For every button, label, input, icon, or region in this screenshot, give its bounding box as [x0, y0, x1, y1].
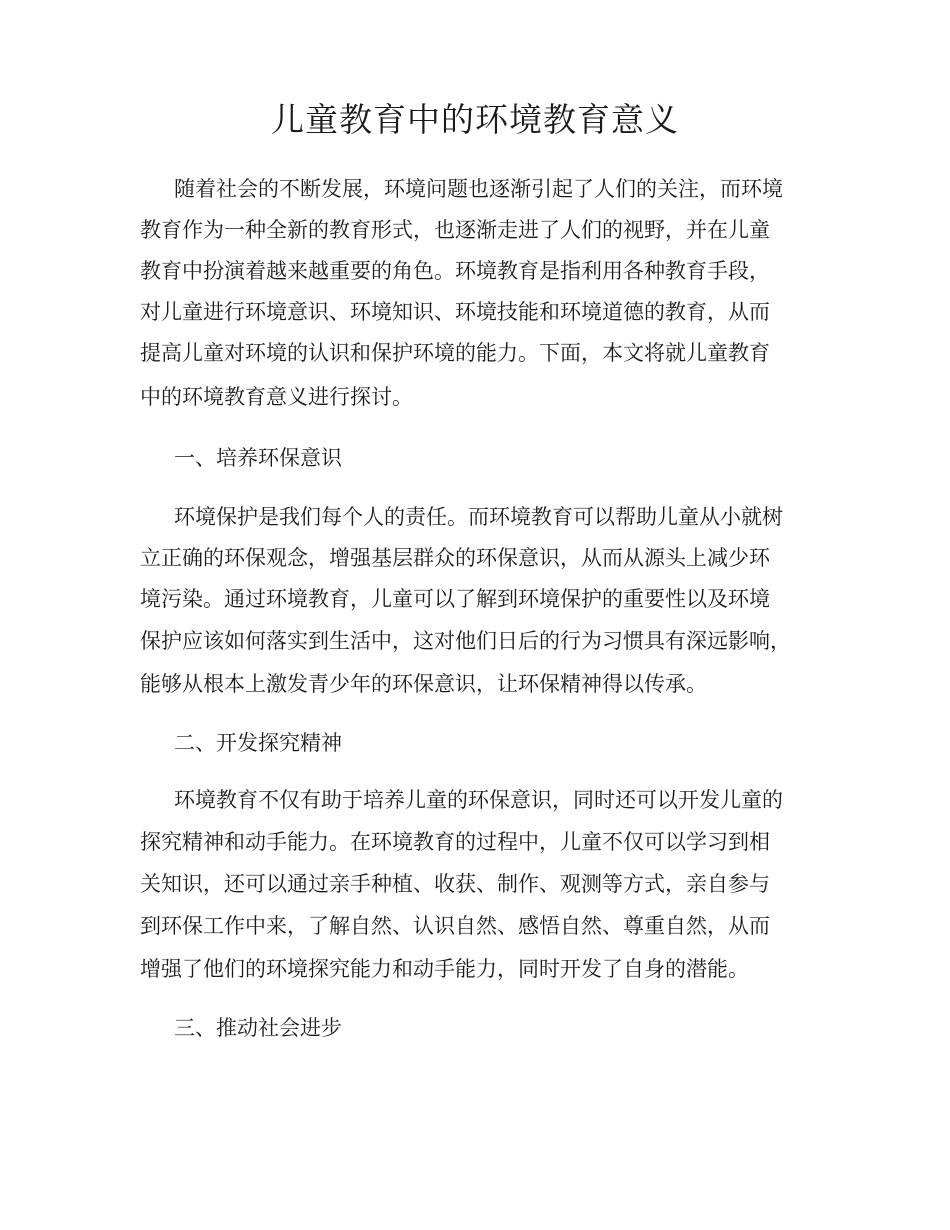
- paragraph-line: 立正确的环保观念，增强基层群众的环保意识，从而从源头上减少环: [140, 546, 770, 570]
- paragraph-line: 能够从根本上激发青少年的环保意识，让环保精神得以传承。: [140, 672, 707, 696]
- paragraph-line: 教育中扮演着越来越重要的角色。环境教育是指利用各种教育手段，: [140, 259, 770, 283]
- paragraph-line: 探究精神和动手能力。在环境教育的过程中，儿童不仅可以学习到相: [140, 830, 770, 854]
- paragraph-line: 关知识，还可以通过亲手种植、收获、制作、观测等方式，亲自参与: [140, 872, 770, 896]
- paragraph-line: 随着社会的不断发展，环境问题也逐渐引起了人们的关注，而环境: [174, 177, 783, 201]
- section-heading: 一、培养环保意识: [174, 446, 342, 470]
- section-heading: 二、开发探究精神: [174, 731, 342, 755]
- paragraph-line: 境污染。通过环境教育，儿童可以了解到环境保护的重要性以及环境: [140, 587, 770, 611]
- paragraph-line: 环境教育不仅有助于培养儿童的环保意识，同时还可以开发儿童的: [174, 788, 783, 812]
- paragraph-line: 增强了他们的环境探究能力和动手能力，同时开发了自身的潜能。: [140, 957, 749, 981]
- document-title: 儿童教育中的环境教育意义: [271, 100, 679, 139]
- paragraph-line: 教育作为一种全新的教育形式，也逐渐走进了人们的视野，并在儿童: [140, 218, 770, 242]
- paragraph-line: 保护应该如何落实到生活中，这对他们日后的行为习惯具有深远影响，: [140, 629, 791, 653]
- paragraph-line: 环境保护是我们每个人的责任。而环境教育可以帮助儿童从小就树: [174, 505, 783, 529]
- paragraph-line: 中的环境教育意义进行探讨。: [140, 385, 413, 409]
- section-heading: 三、推动社会进步: [174, 1016, 342, 1040]
- paragraph-line: 到环保工作中来，了解自然、认识自然、感悟自然、尊重自然，从而: [140, 914, 770, 938]
- paragraph-line: 提高儿童对环境的认识和保护环境的能力。下面，本文将就儿童教育: [140, 341, 770, 365]
- paragraph-line: 对儿童进行环境意识、环境知识、环境技能和环境道德的教育，从而: [140, 300, 770, 324]
